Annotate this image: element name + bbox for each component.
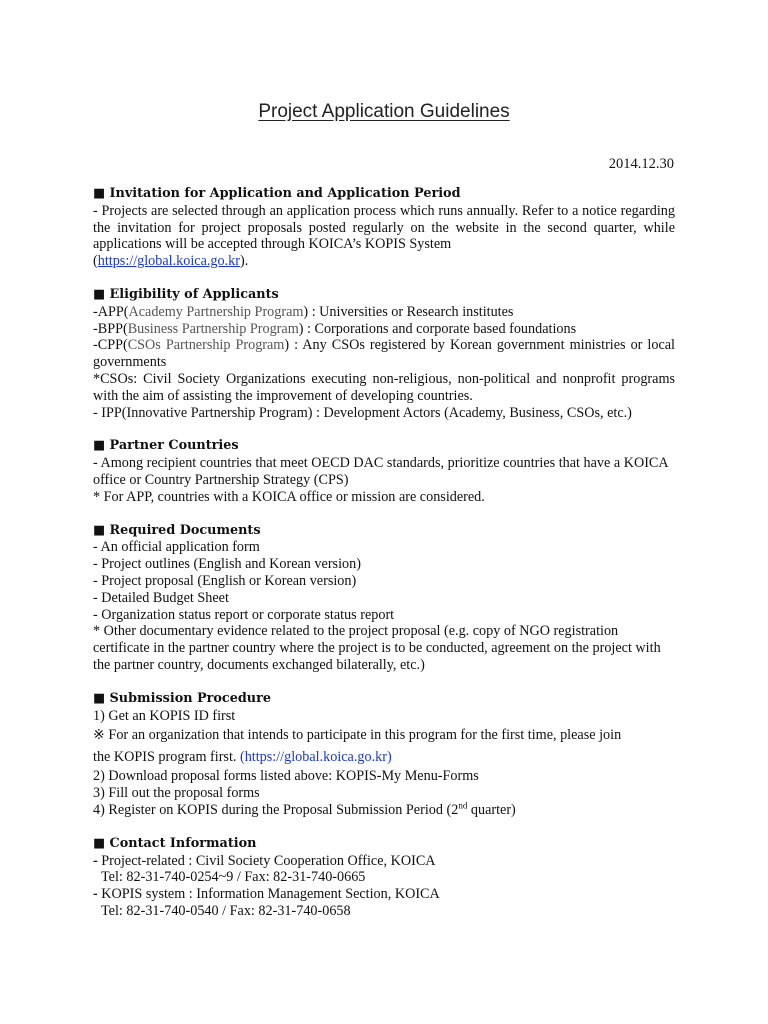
kopis-link[interactable]: (https://global.koica.go.kr) [239, 749, 392, 766]
contact-phone: Tel: 82-31-740-0254~9 / Fax: 82-31-740-0665 [101, 869, 366, 886]
section-required-documents [93, 523, 675, 674]
list-item: *CSOs: Civil Society Organizations executing non-religious, non-political and nonprofit programs with the aim of assisting the improvement of developing countries. [93, 370, 675, 404]
list-item: - Project outlines (English and Korean version) [93, 556, 361, 573]
paragraph: - Projects are selected through an application process which runs annually. Refer to a notice regarding the invitation for project proposals posted regularly on the website in the second quarter, while applications will be accepted through KOICA’s KOPIS System (https://global.koica.go.kr). [93, 202, 675, 270]
list-item: -CPP(CSOs Partnership Program) : Any CSOs registered by Korean government ministries or local governments [93, 337, 675, 371]
section-heading: ■ Eligibility of Applicants [93, 286, 279, 302]
list-item: 3) Fill out the proposal forms [93, 785, 260, 802]
koica-link[interactable]: https://global.koica.go.kr [97, 253, 240, 270]
page-title: Project Application Guidelines [258, 101, 510, 122]
section-heading: ■ Invitation for Application and Application Period [93, 186, 461, 201]
list-item: * Other documentary evidence related to the project proposal (e.g. copy of NGO registration certificate in the partner country where the project is to be conducted, agreement on the project with the partner country, documents exchanged bilaterally, etc.) [93, 623, 661, 673]
section-invitation [93, 186, 675, 270]
section-heading: ■ Submission Procedure [93, 690, 271, 706]
list-item: -BPP(Business Partnership Program) : Corporations and corporate based foundations [93, 320, 577, 337]
contact-line: - KOPIS system : Information Management Section, KOICA [93, 886, 440, 903]
document-date: 2014.12.30 [608, 156, 674, 172]
list-item: - Project proposal (English or Korean version) [93, 572, 357, 589]
contact-phone: Tel: 82-31-740-0540 / Fax: 82-31-740-0658 [101, 902, 351, 919]
section-heading: ■ Required Documents [93, 522, 261, 538]
list-item: - Organization status report or corporate status report [93, 606, 395, 623]
list-item: - IPP(Innovative Partnership Program) : Development Actors (Academy, Business, CSOs, etc.) [93, 404, 632, 421]
list-item: 2) Download proposal forms listed above: KOPIS-My Menu-Forms [93, 768, 479, 785]
contact-line: - Project-related : Civil Society Cooperation Office, KOICA [93, 852, 436, 869]
list-item: 1) Get an KOPIS ID first [93, 707, 236, 724]
section-eligibility [93, 287, 675, 421]
list-item: 4) Register on KOPIS during the Proposal Submission Period (2nd quarter) [93, 800, 516, 818]
section-submission-procedure [93, 691, 675, 819]
section-contact-information [93, 836, 675, 920]
list-item: * For APP, countries with a KOICA office or mission are considered. [93, 488, 485, 505]
section-heading: ■ Partner Countries [93, 438, 239, 454]
note-line: ※ For an organization that intends to participate in this program for the first time, please join [93, 727, 622, 744]
section-heading: ■ Contact Information [93, 835, 257, 851]
section-partner-countries [93, 438, 675, 505]
list-item: -APP(Academy Partnership Program) : Universities or Research institutes [93, 303, 514, 320]
note-line: the KOPIS program first. (https://global.koica.go.kr) [93, 749, 392, 766]
list-item: - Among recipient countries that meet OECD DAC standards, prioritize countries that have a KOICA office or Country Partnership Strategy (CPS) [93, 455, 668, 488]
list-item: - An official application form [93, 539, 260, 556]
document-body [93, 186, 675, 937]
list-item: - Detailed Budget Sheet [93, 589, 229, 606]
